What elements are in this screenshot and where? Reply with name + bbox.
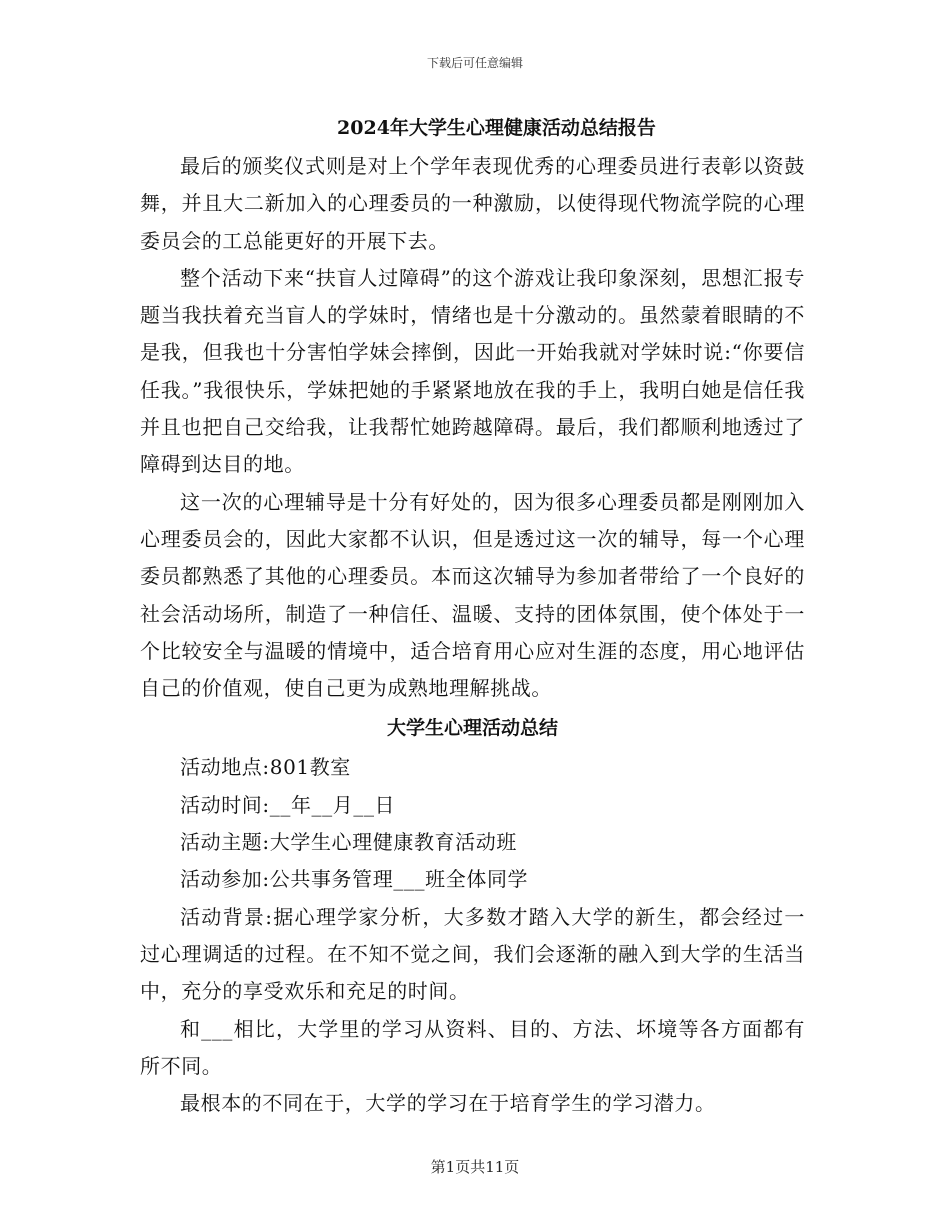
activity-background: 活动背景:据心理学家分析，大多数才踏入大学的新生，都会经过一过心理调适的过程。在不知不觉之间，我们会逐渐的融入到大学的生活当中，充分的享受欢乐和充足的时间。	[140, 904, 805, 1004]
activity-participants: 活动参加:公共事务管理___班全体同学	[180, 867, 529, 892]
paragraph: 最根本的不同在于，大学的学习在于培育学生的学习潜力。	[180, 1091, 716, 1116]
document-body	[140, 108, 805, 1122]
paragraph: 和___相比，大学里的学习从资料、目的、方法、坏境等各方面都有所不同。	[140, 1016, 805, 1078]
header-note: 下载后可任意编辑	[426, 56, 523, 70]
document-title: 2024年大学生心理健康活动总结报告	[337, 117, 656, 139]
activity-time: 活动时间:__年__月__日	[180, 792, 396, 817]
paragraph: 整个活动下来“扶盲人过障碍”的这个游戏让我印象深刻，思想汇报专题当我扶着充当盲人的学妹时，情绪也是十分激动的。虽然蒙着眼睛的不是我，但我也十分害怕学妹会摔倒，因此一开始我就对学妹时说:“你要信任我。”我很快乐，学妹把她的手紧紧地放在我的手上，我明白她是信任我并且也把自己交给我，让我帮忙她跨越障碍。最后，我们都顺利地透过了障碍到达目的地。	[140, 265, 805, 477]
activity-location: 活动地点:801教室	[180, 755, 351, 780]
activity-theme: 活动主题:大学生心理健康教育活动班	[180, 830, 517, 855]
paragraph: 最后的颁奖仪式则是对上个学年表现优秀的心理委员进行表彰以资鼓舞，并且大二新加入的心理委员的一种激励，以使得现代物流学院的心理委员会的工总能更好的开展下去。	[140, 154, 805, 253]
section-title: 大学生心理活动总结	[386, 717, 558, 740]
page-number: 第1页共11页	[430, 1158, 520, 1176]
paragraph: 这一次的心理辅导是十分有好处的，因为很多心理委员都是刚刚加入心理委员会的，因此大家都不认识，但是透过这一次的辅导，每一个心理委员都熟悉了其他的心理委员。本而这次辅导为参加者带给了一个良好的社会活动场所，制造了一种信任、温暖、支持的团体氛围，使个体处于一个比较安全与温暖的情境中，适合培育用心应对生涯的态度，用心地评估自己的价值观，使自己更为成熟地理解挑战。	[140, 489, 805, 701]
